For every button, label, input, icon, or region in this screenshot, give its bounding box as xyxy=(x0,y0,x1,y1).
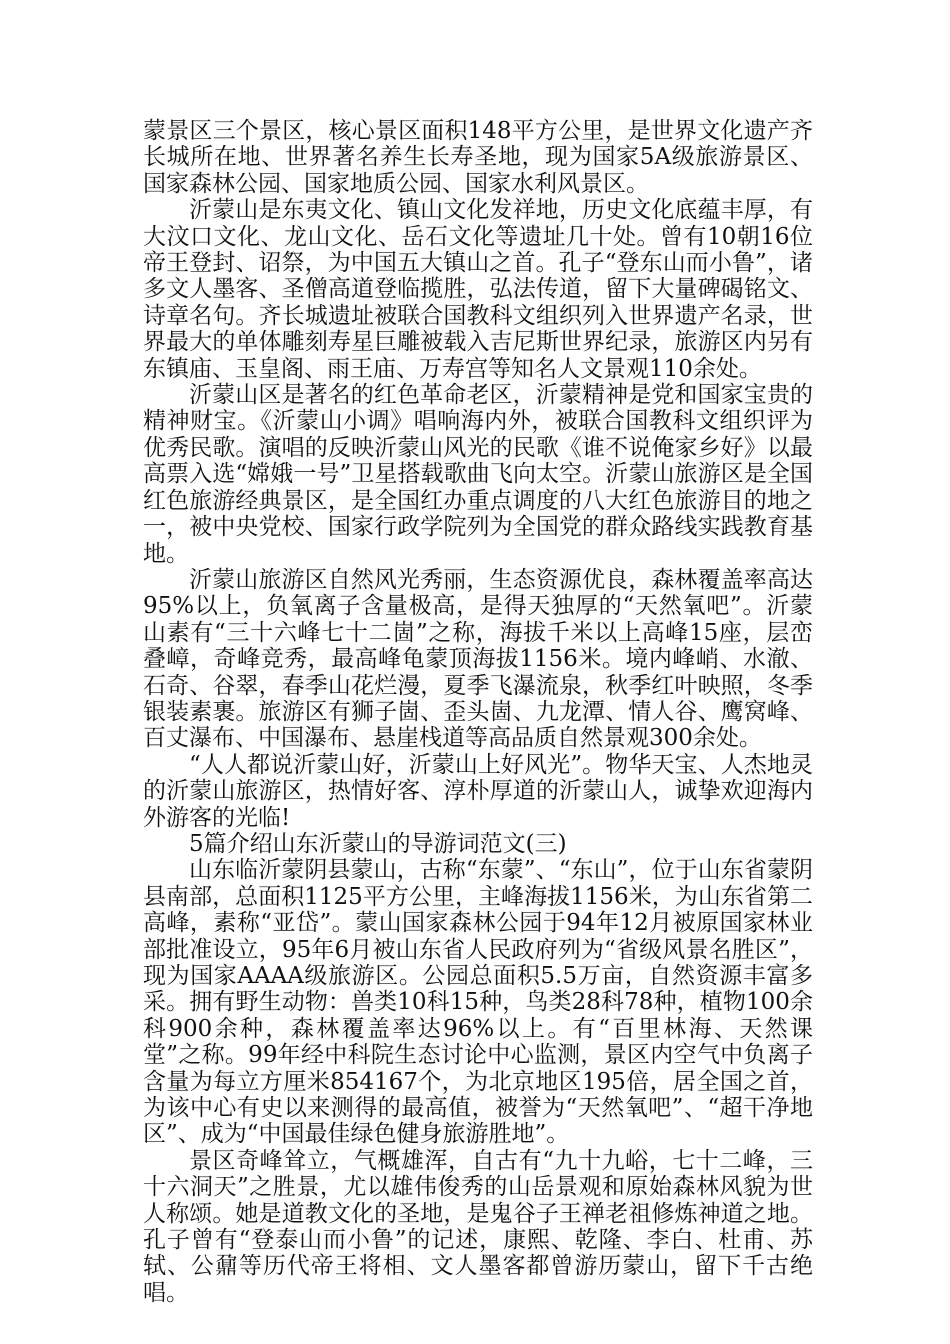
paragraph-natural-scenery: 沂蒙山旅游区自然风光秀丽，生态资源优良，森林覆盖率高达95%以上，负氧离子含量极高，是得天独厚的“天然氧吧”。沂蒙山素有“三十六峰七十二崮”之称，海拔千米以上高峰15座，层峦叠嶂，奇峰竞秀，最高峰龟蒙顶海拔1156米。境内峰峭、水澈、石奇、谷翠，春季山花烂漫，夏季飞瀑流泉，秋季红叶映照，冬季银装素裹。旅游区有狮子崮、歪头崮、九龙潭、情人谷、鹰窝峰、百丈瀑布、中国瀑布、悬崖栈道等高品质自然景观300余处。 xyxy=(143,566,813,752)
paragraph-intro-continuation: 蒙景区三个景区，核心景区面积148平方公里，是世界文化遗产齐长城所在地、世界著名养生长寿圣地，现为国家5A级旅游景区、国家森林公园、国家地质公园、国家水利风景区。 xyxy=(143,118,813,197)
document-body xyxy=(143,118,813,1306)
section-heading: 5篇介绍山东沂蒙山的导游词范文(三) xyxy=(189,830,567,857)
paragraph-mengshan-overview: 山东临沂蒙阴县蒙山，古称“东蒙”、“东山”，位于山东省蒙阴县南部，总面积1125平方公里，主峰海拔1156米，为山东省第二高峰，素称“亚岱”。蒙山国家森林公园于94年12月被原国家林业部批准设立，95年6月被山东省人民政府列为“省级风景名胜区”，现为国家AAAA级旅游区。公园总面积5.5万亩，自然资源丰富多采。拥有野生动物：兽类10科15种，鸟类28科78种，植物100余科900余种，森林覆盖率达96%以上。有“百里林海、天然课堂”之称。99年经中科院生态讨论中心监测，景区内空气中负离子含量为每立方厘米854167个，为北京地区195倍，居全国之首，为该中心有史以来测得的最高值，被誉为“天然氧吧”、“超干净地区”、成为“中国最佳绿色健身旅游胜地”。 xyxy=(143,857,813,1148)
paragraph-welcome: “人人都说沂蒙山好，沂蒙山上好风光”。物华天宝、人杰地灵的沂蒙山旅游区，热情好客、淳朴厚道的沂蒙山人，诚挚欢迎海内外游客的光临! xyxy=(143,751,813,831)
paragraph-mengshan-peaks: 景区奇峰耸立，气概雄浑，自古有“九十九峪，七十二峰，三十六洞天”之胜景，尤以雄伟俊秀的山岳景观和原始森林风貌为世人称颂。她是道教文化的圣地，是鬼谷子王禅老祖修炼神道之地。孔子曾有“登泰山而小鲁”的记述，康熙、乾隆、李白、杜甫、苏轼、公鼐等历代帝王将相、文人墨客都曾游历蒙山，留下千古绝唱。 xyxy=(143,1147,813,1306)
paragraph-red-revolution: 沂蒙山区是著名的红色革命老区，沂蒙精神是党和国家宝贵的精神财宝。《沂蒙山小调》唱响海内外，被联合国教科文组织评为优秀民歌。演唱的反映沂蒙山风光的民歌《谁不说俺家乡好》以最高票入选“嫦娥一号”卫星搭载歌曲飞向太空。沂蒙山旅游区是全国红色旅游经典景区，是全国红办重点调度的八大红色旅游目的地之一，被中央党校、国家行政学院列为全国党的群众路线实践教育基地。 xyxy=(143,382,813,567)
paragraph-culture-history: 沂蒙山是东夷文化、镇山文化发祥地，历史文化底蕴丰厚，有大汶口文化、龙山文化、岳石文化等遗址几十处。曾有10朝16位帝王登封、诏祭，为中国五大镇山之首。孔子“登东山而小鲁”，诸多文人墨客、圣僧高道登临揽胜，弘法传道，留下大量碑碣铭文、诗章名句。齐长城遗址被联合国教科文组织列入世界遗产名录，世界最大的单体雕刻寿星巨雕被载入吉尼斯世界纪录，旅游区内另有东镇庙、玉皇阁、雨王庙、万寿宫等知名人文景观110余处。 xyxy=(143,197,813,382)
